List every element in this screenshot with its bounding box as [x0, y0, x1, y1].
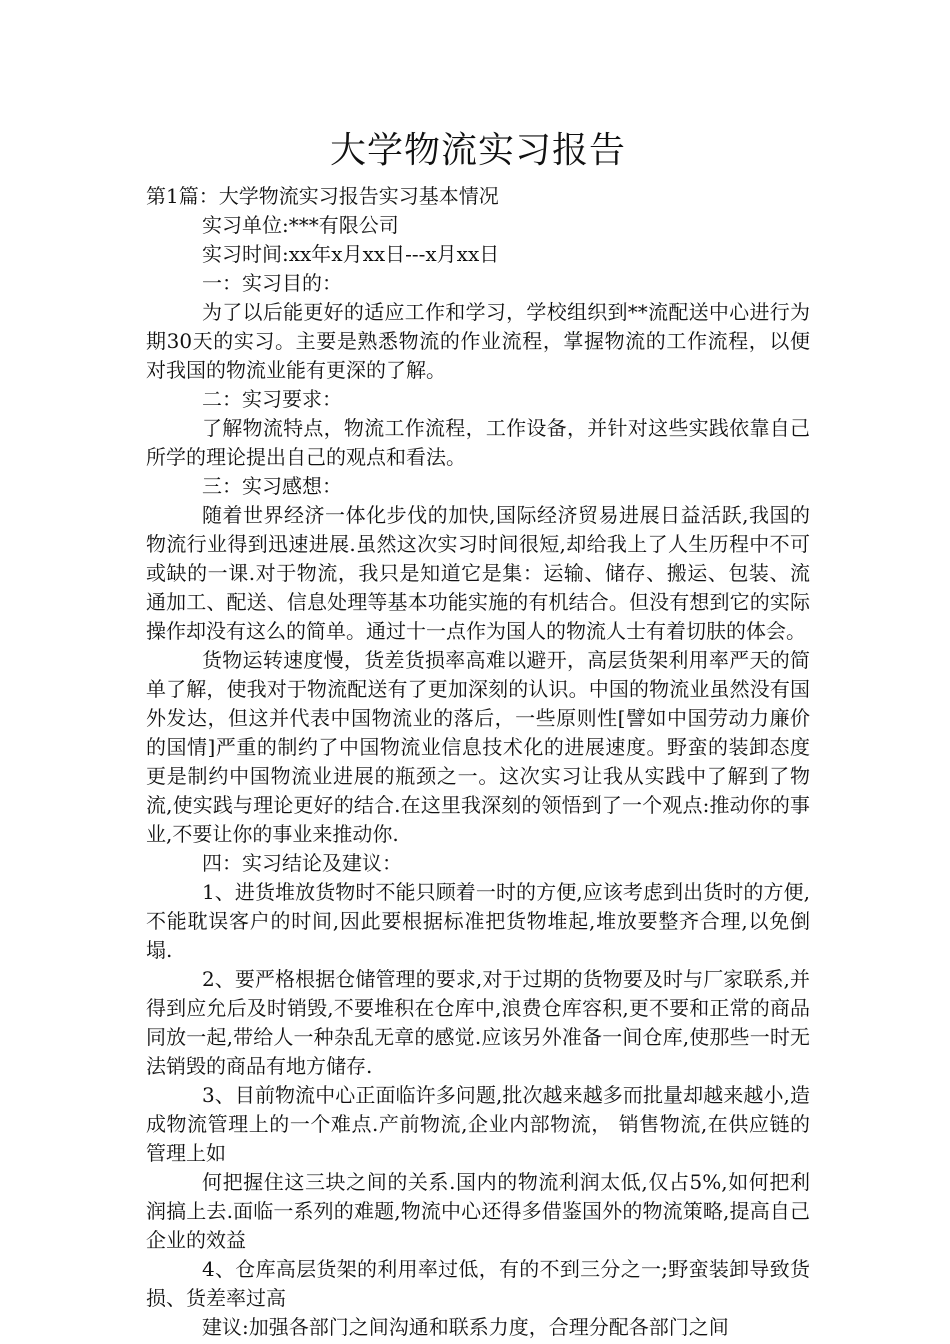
- paragraph: 4、仓库高层货架的利用率过低，有的不到三分之一;野蛮装卸导致货损、货差率过高: [146, 1257, 810, 1310]
- paragraph: 建议:加强各部门之间沟通和联系力度，合理分配各部门之间: [202, 1315, 729, 1339]
- paragraph: 实习单位:***有限公司: [202, 213, 399, 237]
- document-title: 大学物流实习报告: [329, 130, 626, 171]
- paragraph: 随着世界经济一体化步伐的加快,国际经济贸易进展日益活跃,我国的物流行业得到迅速进展.虽然这次实习时间很短,却给我上了人生历程中不可或缺的一课.对于物流，我只是知道它是集：运输、储存、搬运、包装、流通加工、配送、信息处理等基本功能实施的有机结合。但没有想到它的实际操作却没有这么的简单。通过十一点作为国人的物流人士有着切肤的体会。: [146, 503, 810, 643]
- paragraph: 二：实习要求：: [202, 387, 342, 411]
- paragraph: 货物运转速度慢，货差货损率高难以避开，高层货架利用率严天的简单了解，使我对于物流配送有了更加深刻的认识。中国的物流业虽然没有国外发达，但这并代表中国物流业的落后，一些原则性[譬如中国劳动力廉价的国情]严重的制约了中国物流业信息技术化的进展速度。野蛮的装卸态度更是制约中国物流业进展的瓶颈之一。这次实习让我从实践中了解到了物流,使实践与理论更好的结合.在这里我深刻的领悟到了一个观点:推动你的事业,不要让你的事业来推动你.: [146, 648, 810, 846]
- paragraph: 三：实习感想：: [202, 474, 342, 498]
- document-body: [146, 182, 810, 1342]
- paragraph: 实习时间:xx年x月xx日---x月xx日: [202, 242, 500, 266]
- paragraph: 何把握住这三块之间的关系.国内的物流利润太低,仅占5%,如何把利润搞上去.面临一系列的难题,物流中心还得多借鉴国外的物流策略,提高自己企业的效益: [146, 1170, 810, 1252]
- paragraph: 了解物流特点，物流工作流程，工作设备，并针对这些实践依靠自己所学的理论提出自己的观点和看法。: [146, 416, 810, 469]
- paragraph: 1、进货堆放货物时不能只顾着一时的方便,应该考虑到出货时的方便,不能耽误客户的时间,因此要根据标准把货物堆起,堆放要整齐合理,以免倒塌.: [146, 880, 810, 962]
- paragraph: 四：实习结论及建议：: [202, 851, 402, 875]
- paragraph: 为了以后能更好的适应工作和学习，学校组织到**流配送中心进行为期30天的实习。主要是熟悉物流的作业流程，掌握物流的工作流程，以便对我国的物流业能有更深的了解。: [146, 300, 810, 382]
- paragraph: 2、要严格根据仓储管理的要求,对于过期的货物要及时与厂家联系,并得到应允后及时销毁,不要堆积在仓库中,浪费仓库容积,更不要和正常的商品同放一起,带给人一种杂乱无章的感觉.应该另外准备一间仓库,使那些一时无法销毁的商品有地方储存.: [146, 967, 810, 1078]
- paragraph: 3、目前物流中心正面临许多问题,批次越来越多而批量却越来越小,造成物流管理上的一个难点.产前物流,企业内部物流， 销售物流,在供应链的管理上如: [146, 1083, 810, 1165]
- paragraph: 一：实习目的：: [202, 271, 342, 295]
- paragraph: 第1篇：大学物流实习报告实习基本情况: [146, 184, 499, 208]
